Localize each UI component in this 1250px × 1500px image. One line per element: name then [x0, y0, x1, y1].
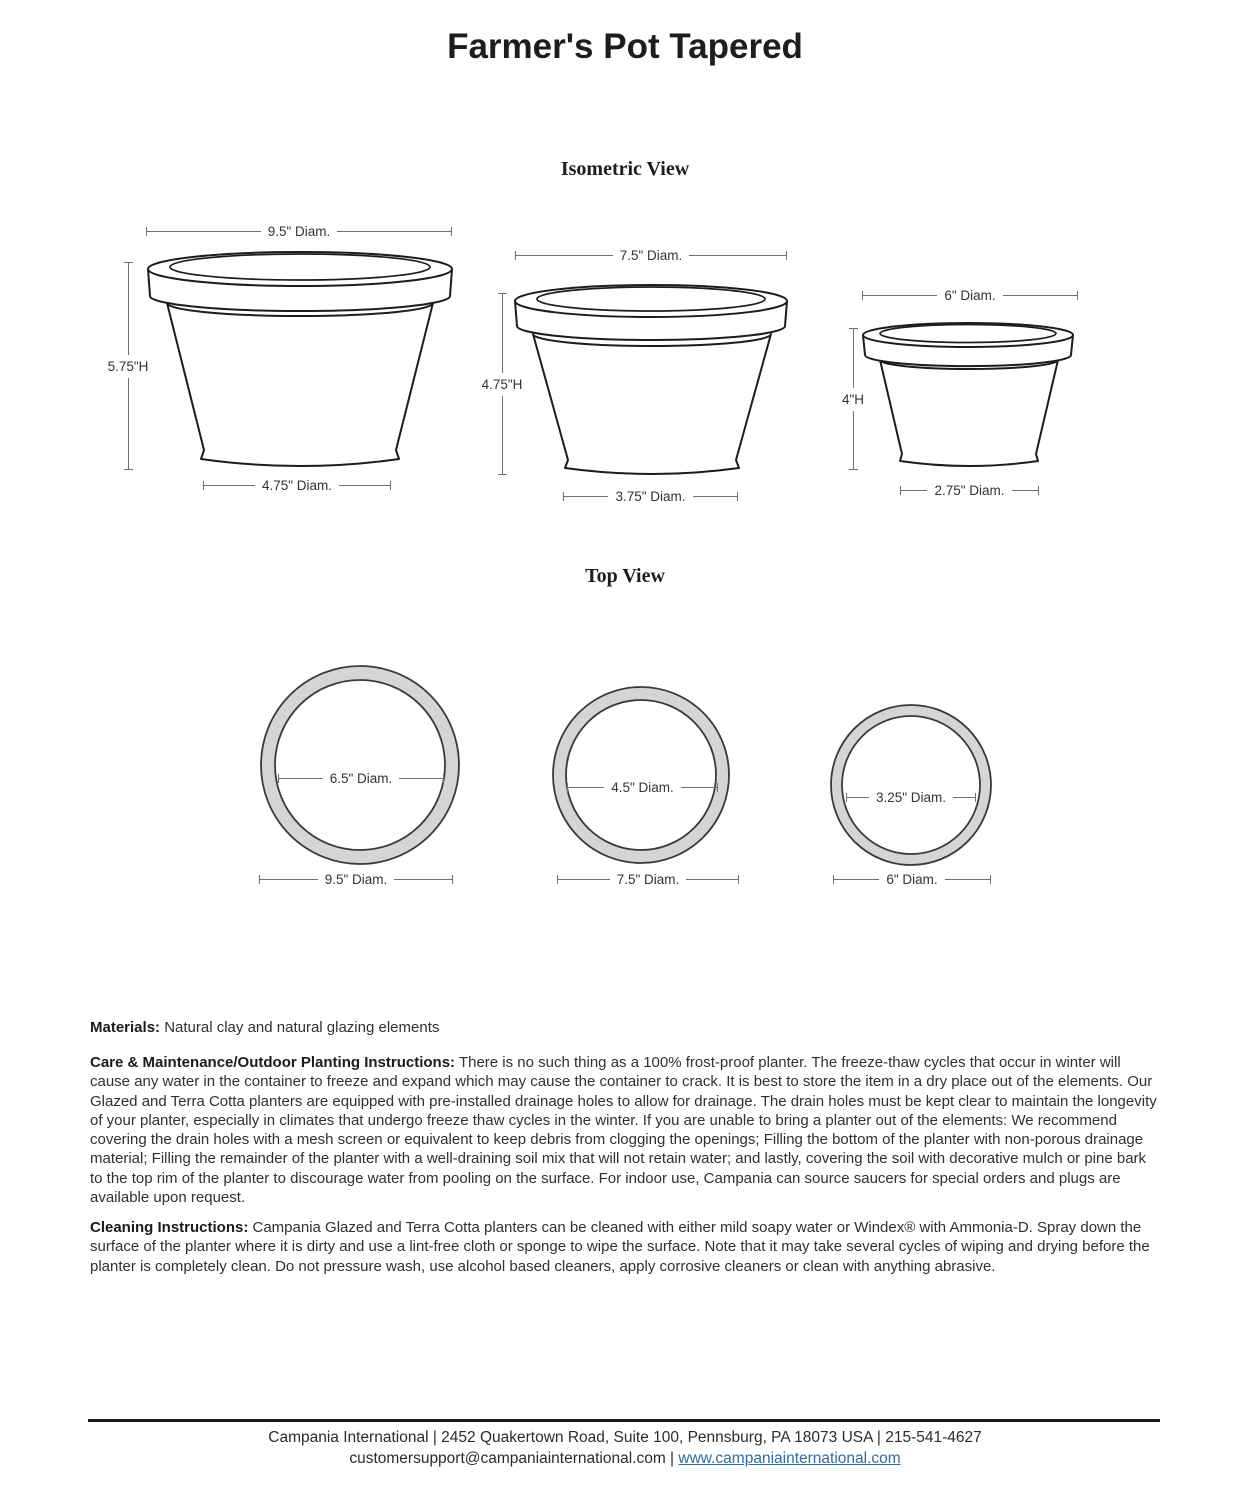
dim-line [863, 295, 937, 296]
dim-line [847, 797, 869, 798]
dim-tick [738, 875, 739, 884]
dim-tick [452, 875, 453, 884]
ring-inner-circle [566, 700, 716, 850]
dim-tick [124, 469, 133, 470]
pot-drawing-small [855, 318, 1085, 478]
pot-large-height-label: 5.75"H [107, 358, 149, 374]
pot-drawing-medium [505, 278, 800, 488]
pot-medium-bottom-diam-label: 3.75" Diam. [615, 488, 686, 504]
pot-medium-top-diam-label: 7.5" Diam. [619, 247, 683, 263]
dim-line [901, 490, 927, 491]
dim-tick [786, 251, 787, 260]
ring-inner-circle [842, 716, 980, 854]
dim-line [1003, 295, 1077, 296]
dim-line [1012, 490, 1038, 491]
dim-line [834, 879, 879, 880]
materials-label: Materials: [90, 1019, 161, 1036]
cleaning-paragraph [90, 1218, 1160, 1276]
pot-small-bottom-diam-label: 2.75" Diam. [934, 482, 1005, 498]
dim-line [399, 778, 443, 779]
dim-line [260, 879, 318, 880]
footer-email: customersupport@campaniainternational.com | [349, 1450, 679, 1467]
pot-medium-height-label: 4.75"H [481, 376, 523, 392]
dim-line [339, 485, 390, 486]
dim-line [945, 879, 990, 880]
top-view-ring-medium [551, 685, 731, 865]
ring-small-outer-diam-label: 6" Diam. [886, 871, 938, 887]
ring-inner-circle [275, 680, 445, 850]
cleaning-text: Campania Glazed and Terra Cotta planters can be cleaned with either mild soapy water or Windex® with Ammonia-D. Spray down the surface of the planter where it is dirty and use a lint-free cloth or sponge to wipe the surface. Note that it may take several cycles of wiping and drying before the planter is completely clean. Do not pressure wash, use alcohol based cleaners, apply corrosive cleaners or clean with anything abrasive. [90, 1219, 1150, 1275]
dim-line [689, 255, 786, 256]
footer-contact-line [0, 1448, 1250, 1469]
footer-website-link[interactable]: www.campaniainternational.com [678, 1450, 901, 1467]
ring-large-outer-diam-label: 9.5" Diam. [324, 871, 388, 887]
pot-large-top-diam-label: 9.5" Diam. [267, 223, 331, 239]
isometric-view-heading: Isometric View [560, 158, 690, 180]
pot-rim-inner-ellipse-large [170, 254, 430, 280]
pot-large-height-dim [99, 262, 157, 470]
dim-line [853, 329, 854, 388]
dim-line [564, 496, 608, 497]
dim-line [853, 411, 854, 470]
pot-rim-inner-ellipse-small [880, 325, 1056, 343]
ring-large-inner-diameter-dim [278, 770, 444, 786]
ring-small-inner-diam-label: 3.25" Diam. [875, 789, 947, 805]
pot-large-bottom-diameter-dim [203, 477, 391, 493]
dim-line [568, 787, 604, 788]
pot-medium-bottom-diameter-dim [563, 488, 738, 504]
dim-tick [451, 227, 452, 236]
materials-text: Natural clay and natural glazing elements [160, 1019, 440, 1036]
dim-line [558, 879, 610, 880]
pot-small-bottom-diameter-dim [900, 482, 1039, 498]
dim-tick [390, 481, 391, 490]
dim-tick [1077, 291, 1078, 300]
footer-divider [88, 1419, 1160, 1422]
ring-large-outer-diameter-dim [259, 871, 453, 887]
dim-tick [849, 469, 858, 470]
care-maintenance-text: There is no such thing as a 100% frost-proof planter. The freeze-thaw cycles that occur in winter will cause any water in the container to freeze and expand which may cause the container to crack. It is best to store the item in a dry place out of the elements. Our Glazed and Terra Cotta planters are equipped with pre-installed drainage holes to allow for drainage. The drain holes must be kept clear to maintain the longevity of your planter, especially in climates that undergo freeze thaw cycles in the winter. If you are unable to bring a planter out of the elements: We recommend covering the drain holes with a mesh screen or equivalent to keep debris from clogging the openings; Filling the bottom of the planter with non-porous drainage material; Filling the remainder of the planter with a well-draining soil mix that will not retain water; and lastly, covering the soil with decorative mulch or pine bark to the top rim of the planter to discourage water from pooling on the surface. For indoor use, Campania can source saucers for special orders and plugs are available upon request. [90, 1054, 1157, 1207]
pot-large-top-diameter-dim [146, 223, 452, 239]
ring-large-inner-diam-label: 6.5" Diam. [329, 770, 393, 786]
dim-tick [498, 474, 507, 475]
dim-line [128, 378, 129, 470]
dim-line [953, 797, 975, 798]
footer-address-line: Campania International | 2452 Quakertown Road, Suite 100, Pennsburg, PA 18073 USA | 215-541-4627 [268, 1429, 982, 1446]
dim-line [128, 263, 129, 355]
ring-medium-outer-diameter-dim [557, 871, 739, 887]
dim-line [502, 396, 503, 475]
dim-tick [1038, 486, 1039, 495]
dim-tick [975, 793, 976, 802]
pot-small-top-diam-label: 6" Diam. [944, 287, 996, 303]
pot-body-medium [533, 334, 771, 474]
ring-medium-inner-diameter-dim [567, 779, 718, 795]
dim-line [502, 294, 503, 373]
pot-drawing-large [140, 245, 460, 480]
pot-small-height-dim [824, 328, 882, 470]
dim-tick [737, 492, 738, 501]
top-view-ring-small [829, 703, 993, 867]
pot-body-large [167, 303, 433, 466]
ring-small-outer-diameter-dim [833, 871, 991, 887]
pot-small-height-label: 4"H [841, 391, 865, 407]
pot-body-small [880, 360, 1058, 466]
pot-medium-top-diameter-dim [515, 247, 787, 263]
page-title: Farmer's Pot Tapered [447, 27, 803, 66]
dim-tick [990, 875, 991, 884]
materials-paragraph [90, 1018, 1160, 1037]
dim-line [337, 231, 451, 232]
care-maintenance-paragraph [90, 1053, 1160, 1207]
dim-line [693, 496, 737, 497]
pot-rim-inner-ellipse-medium [537, 287, 765, 311]
dim-line [279, 778, 323, 779]
ring-small-inner-diameter-dim [846, 789, 976, 805]
dim-line [686, 879, 738, 880]
dim-line [681, 787, 717, 788]
dim-tick [443, 774, 444, 783]
pot-small-top-diameter-dim [862, 287, 1078, 303]
dim-tick [717, 783, 718, 792]
dim-line [204, 485, 255, 486]
pot-medium-height-dim [473, 293, 531, 475]
top-view-ring-large [258, 663, 462, 867]
cleaning-label: Cleaning Instructions: [90, 1219, 249, 1236]
dim-line [147, 231, 261, 232]
dim-line [394, 879, 452, 880]
top-view-heading: Top View [585, 565, 665, 587]
ring-medium-outer-diam-label: 7.5" Diam. [616, 871, 680, 887]
pot-large-bottom-diam-label: 4.75" Diam. [261, 477, 333, 493]
dim-line [516, 255, 613, 256]
care-maintenance-label: Care & Maintenance/Outdoor Planting Instructions: [90, 1054, 456, 1071]
ring-medium-inner-diam-label: 4.5" Diam. [611, 779, 674, 795]
footer [0, 1427, 1250, 1469]
